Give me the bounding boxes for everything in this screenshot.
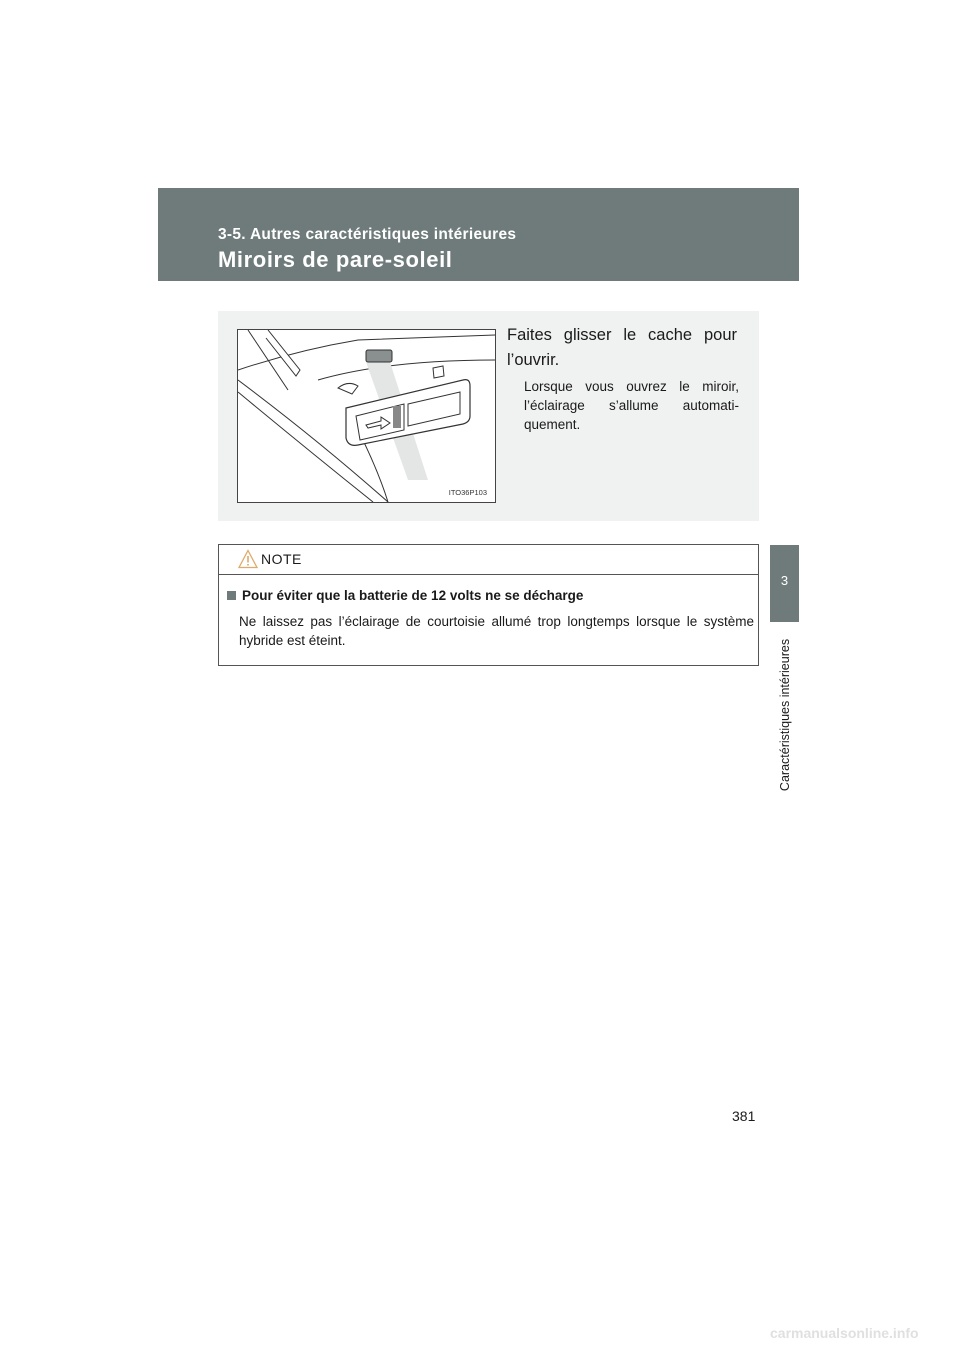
instruction-panel (218, 311, 759, 521)
sun-visor-illustration (237, 329, 496, 503)
page-title: Miroirs de pare-soleil (218, 247, 453, 272)
header-bar (158, 188, 799, 281)
image-code: ITO36P103 (448, 488, 487, 497)
note-header (219, 545, 758, 575)
note-body: Ne laissez pas l’éclairage de courtoisie allumé trop longtemps lorsque le système hybride est éteint. (239, 614, 754, 648)
note-label: NOTE (261, 551, 302, 567)
section-label: 3-5. Autres caractéristiques intérieures (218, 226, 517, 243)
square-bullet-icon (227, 591, 236, 600)
chapter-label-container (770, 620, 799, 810)
chapter-number: 3 (780, 573, 789, 588)
watermark: carmanualsonline.info (770, 1325, 919, 1341)
instruction-detail: Lorsque vous ouvrez le miroir, l’éclairage s’allume automati-quement. (524, 379, 739, 432)
note-item-title (227, 588, 583, 603)
chapter-tab (770, 545, 799, 622)
note-item-title-text: Pour éviter que la batterie de 12 volts ne se décharge (242, 588, 584, 603)
note-box (218, 544, 759, 666)
page-number: 381 (732, 1108, 756, 1124)
instruction-main: Faites glisser le cache pour l’ouvrir. (507, 326, 737, 369)
warning-triangle-icon (238, 549, 258, 574)
sun-visor-drawing (238, 330, 495, 502)
chapter-label: Caractéristiques intérieures (777, 638, 792, 792)
